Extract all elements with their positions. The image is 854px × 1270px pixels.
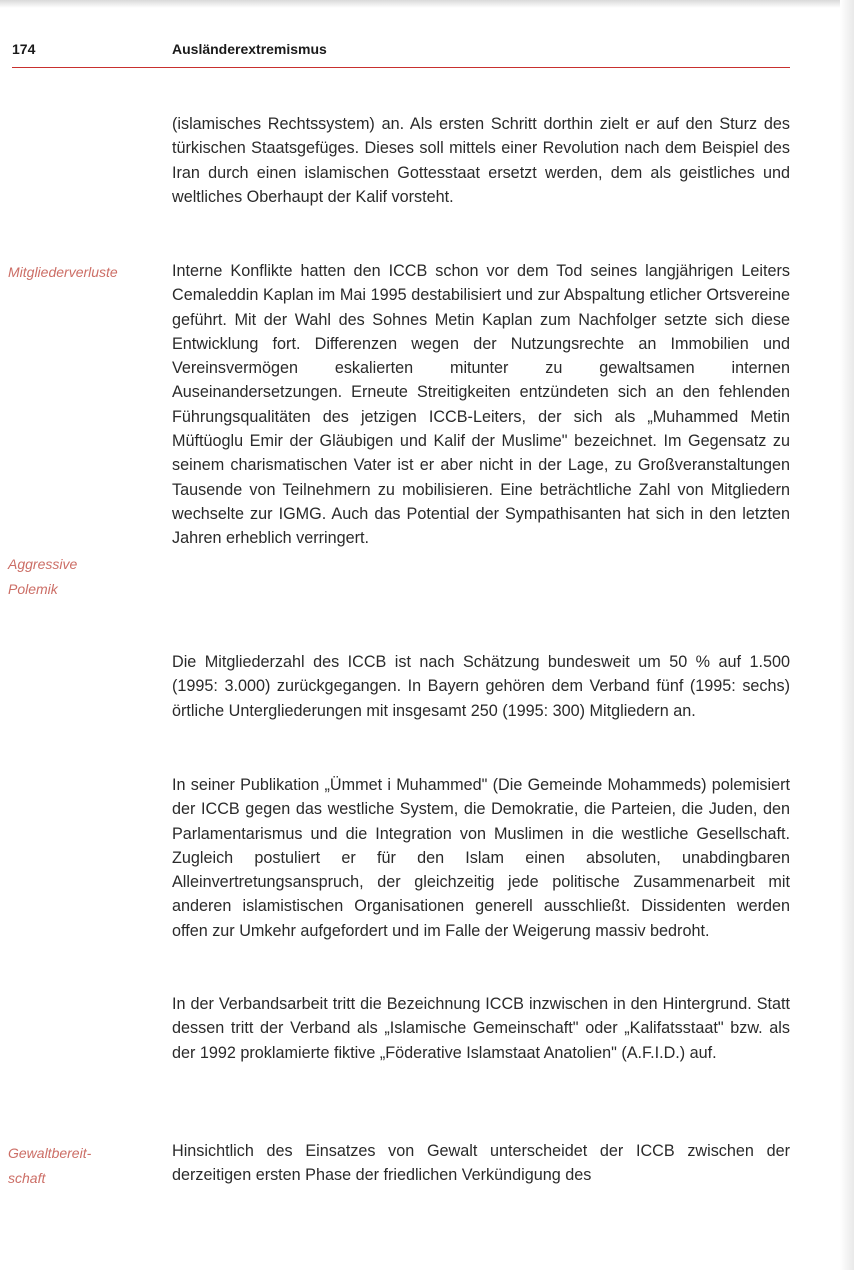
page-number: 174 [12, 41, 36, 57]
paragraph-3: Die Mitgliederzahl des ICCB ist nach Schätzung bundesweit um 50 % auf 1.500 (1995: 3.000) zurückgegangen. In Bayern gehören dem Verband fünf (1995: sechs) örtliche Untergliederungen mit insgesamt 250 (1995: 300) Mitgliedern an. [172, 653, 790, 720]
paragraph-4: In seiner Publikation „Ümmet i Muhammed" (Die Gemeinde Mohammeds) polemisiert der ICCB gegen das westliche System, die Demokratie, die Parteien, die Juden, den Parlamentarismus und die Integration von Muslimen in die westliche Gesellschaft. Zugleich postuliert er für den Islam einen absoluten, unabdingbaren Alleinvertretungsanspruch, der gleichzeitig jede politische Zusammenarbeit mit anderen islamistischen Organisationen generell ausschließt. Dissidenten werden offen zur Umkehr aufgefordert und im Falle der Weigerung massiv bedroht. [172, 776, 790, 940]
page-right-edge [840, 0, 854, 1270]
page-top-edge [0, 0, 854, 8]
margin-note-mitgliederverluste: Mitgliederverluste [8, 264, 118, 280]
paragraph-2: Interne Konflikte hatten den ICCB schon vor dem Tod seines langjährigen Leiters Cemaleddin Kaplan im Mai 1995 destabilisiert und zur Abspaltung etlicher Ortsvereine geführt. Mit der Wahl des Sohnes Metin Kaplan zum Nachfolger setzte sich diese Entwicklung fort. Differenzen wegen der Nutzungsrechte an Immobilien und Vereinsvermögen eskalierten mitunter zu gewaltsamen internen Auseinandersetzungen. Erneute Streitigkeiten entzündeten sich an den fehlenden Führungsqualitäten des jetzigen ICCB-Leiters, der sich als „Muhammed Metin Müftüoglu Emir der Gläubigen und Kalif der Muslime" bezeichnet. Im Gegensatz zu seinem charismatischen Vater ist er aber nicht in der Lage, zu Großveranstaltungen Tausende von Teilnehmern zu mobilisieren. Eine beträchtliche Zahl von Mitgliedern wechselte zur IGMG. Auch das Potential der Sympathisanten hat sich in den letzten Jahren erheblich verringert. [172, 262, 790, 548]
running-title: Ausländerextremismus [172, 41, 327, 57]
paragraph-6: Hinsichtlich des Einsatzes von Gewalt unterscheidet der ICCB zwischen der derzeitigen ersten Phase der friedlichen Verkündigung des [172, 1142, 790, 1185]
paragraph-5: In der Verbandsarbeit tritt die Bezeichnung ICCB inzwischen in den Hintergrund. Statt dessen tritt der Verband als „Islamische Gemeinschaft" oder „Kalifatsstaat" bzw. als der 1992 proklamierte fiktive „Föderative Islamstaat Anatolien" (A.F.I.D.) auf. [172, 995, 790, 1062]
page-header [12, 41, 790, 68]
paragraph-1: (islamisches Rechtssystem) an. Als ersten Schritt dorthin zielt er auf den Sturz des türkischen Staatsgefüges. Dieses soll mittels einer Revolution nach dem Beispiel des Iran durch einen islamischen Gottesstaat ersetzt werden, dem als geistliches und weltliches Oberhaupt der Kalif vorsteht. [172, 115, 790, 206]
margin-note-aggressive-polemik: Aggressive Polemik [8, 556, 78, 597]
margin-note-gewaltbereitschaft: Gewaltbereit-schaft [8, 1145, 92, 1186]
